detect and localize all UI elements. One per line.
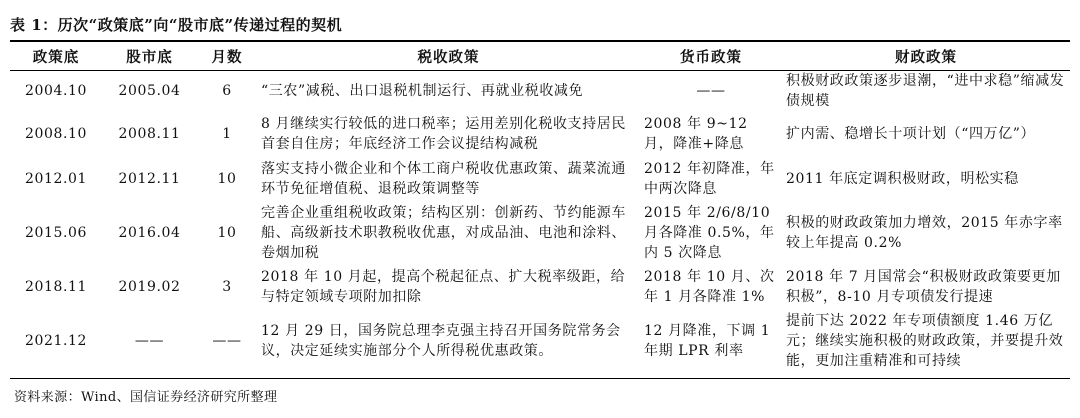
cell-policy-bottom: 2018.11	[10, 265, 102, 310]
table-row	[10, 310, 1070, 373]
cell-tax-policy: 2018 年 10 月起，提高个税起征点、扩大税率级距，给与特定领域专项附加扣除	[257, 265, 640, 310]
cell-fiscal-policy: 扩内需、稳增长十项计划（“四万亿”）	[782, 112, 1070, 157]
header-monetary-policy: 货币政策	[640, 42, 782, 71]
cell-policy-bottom: 2015.06	[10, 202, 102, 265]
table-title: 表 1：历次“政策底”向“股市底”传递过程的契机	[10, 16, 343, 34]
table-row	[10, 265, 1070, 310]
cell-months: 3	[197, 265, 257, 310]
cell-months: 10	[197, 157, 257, 202]
cell-market-bottom: 2012.11	[102, 157, 197, 202]
cell-tax-policy: “三农”减税、出口退税机制运行、再就业税收减免	[257, 71, 640, 112]
cell-months: 6	[197, 71, 257, 112]
header-fiscal-policy: 财政政策	[782, 42, 1070, 71]
cell-market-bottom: 2016.04	[102, 202, 197, 265]
cell-fiscal-policy: 积极财政政策逐步退潮，“进中求稳”缩减发债规模	[782, 71, 1070, 112]
header-market-bottom: 股市底	[102, 42, 197, 71]
cell-fiscal-policy: 2018 年 7 月国常会“积极财政政策要更加积极”，8-10 月专项债发行提速	[782, 265, 1070, 310]
cell-policy-bottom: 2021.12	[24, 333, 88, 349]
table-row	[10, 71, 1070, 112]
cell-months: 1	[197, 112, 257, 157]
cell-policy-bottom: 2008.10	[10, 112, 102, 157]
cell-policy-bottom: 2012.01	[10, 157, 102, 202]
cell-fiscal-policy: 提前下达 2022 年专项债额度 1.46 万亿元；继续实施积极的财政政策，并要提升效能，更加注重精准和可持续	[786, 313, 1064, 369]
cell-monetary-policy: 2018 年 10 月、次年 1 月各降准 1%	[640, 265, 782, 310]
table-header-row	[10, 42, 1070, 71]
cell-months: 10	[197, 202, 257, 265]
cell-market-bottom: 2008.11	[102, 112, 197, 157]
cell-monetary-policy: 2008 年 9~12 月，降准+降息	[640, 112, 782, 157]
source-note: 资料来源：Wind、国信证券经济研究所整理	[14, 390, 278, 405]
cell-fiscal-policy: 积极的财政政策加力增效，2015 年赤字率较上年提高 0.2%	[782, 202, 1070, 265]
cell-monetary-policy: ——	[640, 71, 782, 112]
cell-monetary-policy: 2012 年初降准，年中两次降息	[640, 157, 782, 202]
cell-policy-bottom: 2004.10	[10, 71, 102, 112]
cell-tax-policy: 完善企业重组税收政策；结构区别：创新药、节约能源车船、高级新技术职教税收优惠，对成品油、电池和涂料、卷烟加税	[257, 202, 640, 265]
table-row	[10, 157, 1070, 202]
cell-monetary-policy: 2015 年 2/6/8/10 月各降准 0.5%，年内 5 次降息	[640, 202, 782, 265]
cell-fiscal-policy: 2011 年底定调积极财政，明松实稳	[782, 157, 1070, 202]
table-row	[10, 202, 1070, 265]
policy-table	[10, 42, 1070, 372]
header-policy-bottom: 政策底	[10, 42, 102, 71]
bottom-rule	[10, 378, 1070, 379]
cell-months: ——	[212, 333, 242, 349]
cell-market-bottom: 2005.04	[102, 71, 197, 112]
cell-tax-policy: 8 月继续实行较低的进口税率；运用差别化税收支持居民首套自住房；年底经济工作会议提结构减税	[257, 112, 640, 157]
cell-market-bottom: 2019.02	[102, 265, 197, 310]
cell-tax-policy: 12 月 29 日，国务院总理李克强主持召开国务院常务会议，决定延续实施部分个人所得税优惠政策。	[261, 323, 621, 359]
header-months: 月数	[197, 42, 257, 71]
table-row	[10, 112, 1070, 157]
cell-market-bottom: ——	[134, 333, 165, 349]
cell-monetary-policy: 12 月降准，下调 1 年期 LPR 利率	[644, 323, 771, 359]
header-tax-policy: 税收政策	[257, 42, 640, 71]
cell-tax-policy: 落实支持小微企业和个体工商户税收优惠政策、蔬菜流通环节免征增值税、退税政策调整等	[257, 157, 640, 202]
